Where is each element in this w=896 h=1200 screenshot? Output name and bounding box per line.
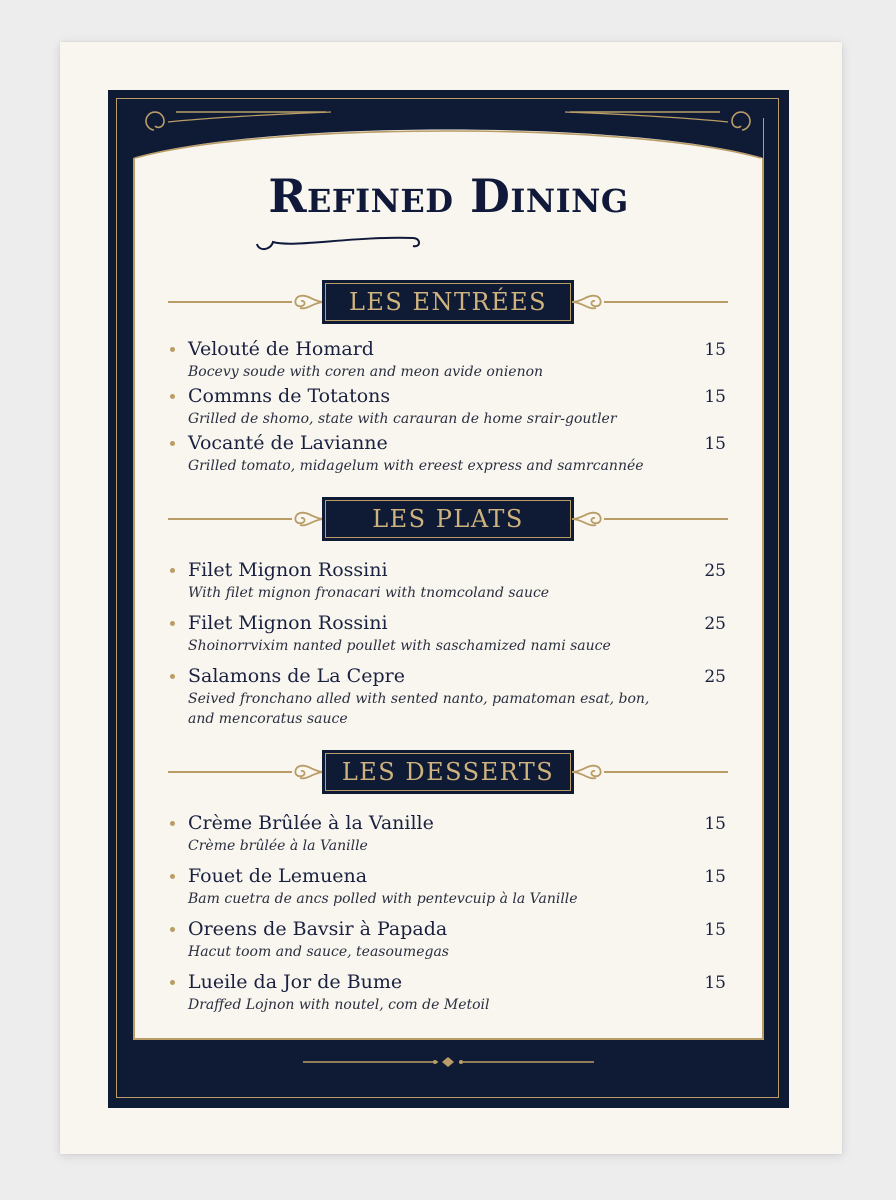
section-header-plats	[168, 497, 728, 541]
bullet-dot	[170, 441, 175, 446]
bullet-dot	[170, 874, 175, 879]
section-banner	[322, 280, 574, 324]
scroll-ornament-icon	[570, 501, 606, 537]
scroll-ornament-icon	[290, 284, 326, 320]
bullet-dot	[170, 347, 175, 352]
item-description: Bocevy soude with coren and meon avide onienon	[188, 364, 544, 380]
item-description: Bam cuetra de ancs polled with pentevcuip à la Vanille	[188, 891, 578, 907]
top-arch-ornament	[116, 98, 780, 168]
item-price: 15	[704, 920, 726, 940]
scroll-ornament-icon	[290, 501, 326, 537]
menu-title: Refined Dining	[268, 169, 629, 223]
item-name: Crème Brûlée à la Vanille	[188, 812, 434, 834]
scroll-ornament-icon	[570, 754, 606, 790]
bullet-dot	[170, 980, 175, 985]
item-description: Crème brûlée à la Vanille	[188, 838, 368, 854]
divider-line	[604, 301, 728, 303]
item-price: 15	[704, 867, 726, 887]
bottom-ornament	[133, 1040, 764, 1086]
divider-line	[168, 301, 292, 303]
item-name: Commns de Totatons	[188, 385, 391, 407]
item-price: 25	[704, 614, 726, 634]
item-name: Filet Mignon Rossini	[188, 612, 388, 634]
item-name: Lueile da Jor de Bume	[188, 971, 403, 993]
section-title: LES PLATS	[372, 505, 524, 533]
bullet-dot	[170, 394, 175, 399]
bullet-dot	[170, 621, 175, 626]
item-price: 15	[704, 340, 726, 360]
item-description: Hacut toom and sauce, teasoumegas	[188, 944, 449, 960]
item-description: Grilled de shomo, state with carauran de home srair-goutler	[188, 411, 617, 427]
section-header-desserts	[168, 750, 728, 794]
item-description: With filet mignon fronacari with tnomcoland sauce	[188, 585, 550, 601]
item-description: Seived fronchano alled with sented nanto, pamatoman esat, bon, and mencoratus sauce	[188, 691, 650, 727]
item-price: 25	[704, 667, 726, 687]
bullet-dot	[170, 821, 175, 826]
item-price: 15	[704, 814, 726, 834]
item-price: 15	[704, 387, 726, 407]
item-name: Filet Mignon Rossini	[188, 559, 388, 581]
section-banner	[322, 497, 574, 541]
item-description: Draffed Lojnon with noutel, com de Metoil	[188, 997, 490, 1013]
bullet-dot	[170, 927, 175, 932]
item-price: 15	[704, 434, 726, 454]
item-name: Velouté de Homard	[188, 338, 374, 360]
item-price: 25	[704, 561, 726, 581]
section-title: LES ENTRÉES	[348, 288, 548, 316]
item-price: 15	[704, 973, 726, 993]
item-name: Vocanté de Lavianne	[188, 432, 388, 454]
title-flourish	[253, 226, 423, 256]
bullet-dot	[170, 568, 175, 573]
bullet-dot	[170, 674, 175, 679]
item-description: Grilled tomato, midagelum with ereest express and samrcannée	[188, 458, 644, 474]
divider-line	[604, 771, 728, 773]
divider-line	[168, 518, 292, 520]
scroll-ornament-icon	[290, 754, 326, 790]
divider-line	[168, 771, 292, 773]
section-title: LES DESSERTS	[341, 758, 555, 786]
scroll-ornament-icon	[570, 284, 606, 320]
section-header-entrees	[168, 280, 728, 324]
item-name: Fouet de Lemuena	[188, 865, 368, 887]
divider-line	[604, 518, 728, 520]
item-description: Shoinorrvixim nanted poullet with saschamized nami sauce	[188, 638, 611, 654]
item-name: Salamons de La Cepre	[188, 665, 405, 687]
menu-title-wrap	[133, 165, 764, 227]
section-banner	[322, 750, 574, 794]
item-name: Oreens de Bavsir à Papada	[188, 918, 448, 940]
